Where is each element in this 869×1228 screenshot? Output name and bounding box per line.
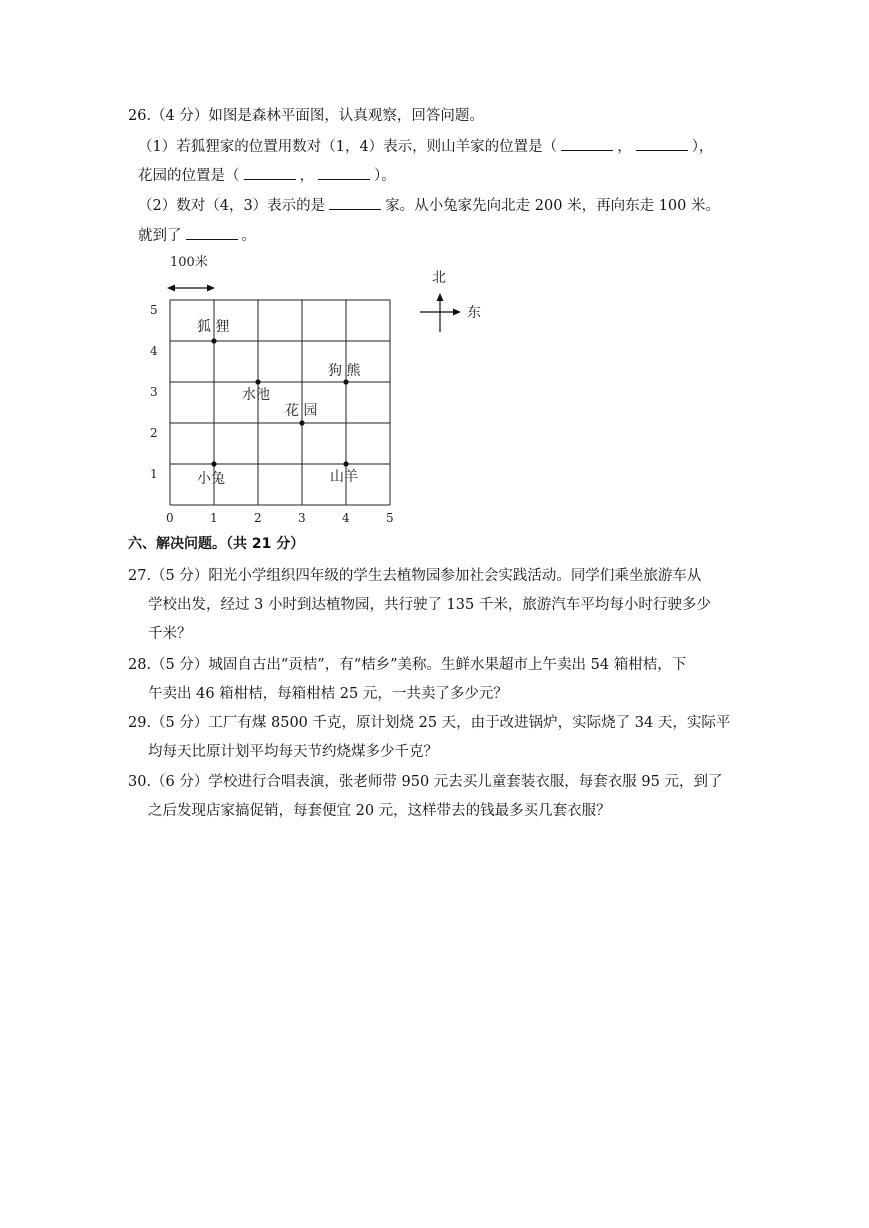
x-tick-label: 0 — [166, 511, 174, 525]
q26-part1-line1 — [138, 136, 713, 157]
compass-icon — [420, 293, 461, 332]
scale-arrow — [167, 285, 215, 292]
answer-blank-animal[interactable] — [329, 195, 381, 210]
location-label: 水池 — [242, 387, 270, 403]
q26-part1-text-a: （1）若狐狸家的位置用数对（1，4）表示，则山羊家的位置是（ — [138, 139, 558, 155]
section-heading: 六、解决问题。（共 21 分） — [128, 536, 305, 552]
q26-part2-text-c: 就到了 — [138, 228, 182, 244]
location-label: 狐 狸 — [197, 319, 230, 335]
location-point — [299, 420, 304, 425]
location-point — [211, 461, 216, 466]
q27-line3: 千米？ — [148, 626, 192, 642]
q28-line1: 28.（5 分）城固自古出“贡桔”，有“桔乡”美称。生鲜水果超市上午卖出 54 箱柑桔，下 — [128, 657, 687, 673]
answer-blank-goat-x[interactable] — [561, 136, 613, 151]
q30-line1: 30.（6 分）学校进行合唱表演，张老师带 950 元去买儿童套装衣服，每套衣服 95 元，到了 — [128, 774, 723, 790]
answer-blank-garden-y[interactable] — [318, 165, 370, 180]
q27-line1: 27.（5 分）阳光小学组织四年级的学生去植物园参加社会实践活动。同学们乘坐旅游车从 — [128, 568, 702, 584]
x-tick-label: 3 — [298, 511, 306, 525]
q28-line2: 午卖出 46 箱柑桔，每箱柑桔 25 元，一共卖了多少元？ — [148, 686, 508, 702]
location-point — [343, 461, 348, 466]
q30-line2: 之后发现店家搞促销，每套便宜 20 元，这样带去的钱最多买几套衣服？ — [148, 803, 611, 819]
q29-line2: 均每天比原计划平均每天节约烧煤多少千克？ — [148, 744, 438, 760]
location-label: 狗 熊 — [328, 363, 361, 379]
y-tick-label: 5 — [150, 303, 158, 317]
location-label: 小兔 — [197, 471, 225, 487]
location-label: 山羊 — [330, 469, 358, 485]
y-tick-label: 2 — [150, 426, 158, 440]
location-label: 花 园 — [285, 403, 318, 419]
q26-part2-line2 — [138, 225, 256, 246]
y-tick-label: 3 — [150, 385, 158, 399]
q26-part2-line1 — [138, 195, 720, 216]
y-tick-label: 1 — [150, 467, 158, 481]
location-point — [255, 379, 260, 384]
answer-blank-garden-x[interactable] — [244, 165, 296, 180]
q26-stem: 26.（4 分）如图是森林平面图，认真观察，回答问题。 — [128, 108, 484, 124]
q26-part2-text-a: （2）数对（4，3）表示的是 — [138, 198, 326, 214]
compass-north-label: 北 — [432, 270, 446, 286]
q26-part2-text-b: 家。从小兔家先向北走 200 米，再向东走 100 米。 — [385, 198, 720, 214]
x-tick-label: 1 — [210, 511, 218, 525]
location-point — [211, 338, 216, 343]
location-point — [343, 379, 348, 384]
q26-part1-text-d: ）。 — [374, 168, 396, 184]
q26-part1-line2 — [138, 165, 396, 186]
answer-blank-destination[interactable] — [186, 225, 238, 240]
comma: ， — [617, 139, 632, 155]
axis-ticks — [150, 303, 394, 525]
map-points — [197, 319, 361, 487]
x-tick-label: 2 — [254, 511, 262, 525]
scale-label: 100米 — [170, 255, 208, 270]
comma: ， — [299, 168, 314, 184]
x-tick-label: 4 — [342, 511, 350, 525]
forest-map — [140, 250, 500, 530]
compass-east-label: 东 — [467, 305, 481, 321]
answer-blank-goat-y[interactable] — [636, 136, 688, 151]
q27-line2: 学校出发，经过 3 小时到达植物园，共行驶了 135 千米，旅游汽车平均每小时行驶多少 — [148, 597, 711, 613]
q26-part2-text-d: 。 — [241, 228, 256, 244]
q26-part1-text-b: ）， — [691, 139, 714, 155]
x-tick-label: 5 — [386, 511, 394, 525]
y-tick-label: 4 — [150, 344, 158, 358]
q29-line1: 29.（5 分）工厂有煤 8500 千克，原计划烧 25 天，由于改进锅炉，实际烧了 34 天，实际平 — [128, 715, 731, 731]
q26-part1-text-c: 花园的位置是（ — [138, 168, 240, 184]
